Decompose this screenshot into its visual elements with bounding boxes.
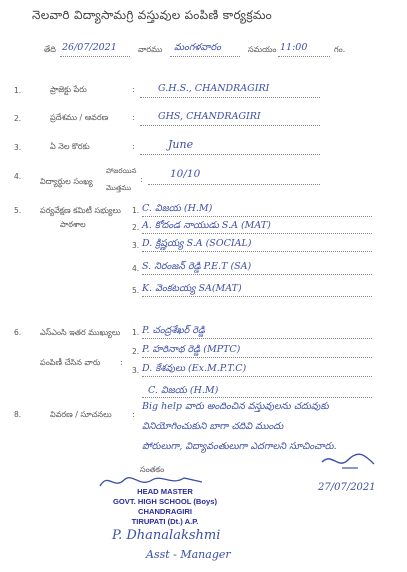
field-3-number: 3. — [14, 143, 22, 152]
colon: : — [132, 85, 135, 94]
field-8-number: 8. — [14, 410, 22, 419]
signature-caption: సంతకం — [140, 465, 165, 474]
stamp-line-2: GOVT. HIGH SCHOOL (Boys) — [112, 497, 218, 506]
remarks-label: వివరణ / సూచనలు — [50, 410, 112, 419]
member-number: 2. — [132, 347, 140, 356]
weekday-label: వారము — [138, 45, 163, 54]
committee-label: పర్యవేక్షణ కమిటీ సభ్యులు — [40, 206, 121, 215]
committee-member: S. నిరంజన్ రెడ్డి P.E.T (SA) — [142, 261, 252, 272]
others-label: ఎస్‌ఎంసి ఇతర ముఖ్యులు — [40, 328, 121, 337]
member-number: 3. — [132, 366, 140, 375]
field-1-number: 1. — [14, 86, 22, 95]
attended-label: హాజరయిన — [106, 167, 137, 175]
smc-member: P. చంద్రశేఖర్ రెడ్డి — [142, 325, 205, 336]
member-number: 5. — [132, 286, 140, 295]
asst-manager-role: Asst - Manager — [146, 548, 231, 561]
location-value: GHS, CHANDRAGIRI — [158, 111, 261, 122]
total-label: మొత్తము — [106, 184, 132, 192]
stamp-line-4: TIRUPATI (Dt.) A.P. — [131, 517, 199, 526]
member-number: 1. — [132, 328, 140, 337]
time-value: 11:00 — [280, 42, 308, 53]
field-5-number: 5. — [14, 206, 22, 215]
colon: : — [140, 175, 143, 184]
colon: : — [120, 358, 123, 367]
time-unit: గం. — [334, 45, 346, 54]
remarks-line-1: Big help వారు అందించిన వస్తువులను చదువుకు — [142, 401, 329, 412]
smc-member: P. హరినాథ రెడ్డి (MPTC) — [142, 344, 241, 355]
committee-member: C. విజయ (H.M) — [142, 203, 213, 214]
committee-sublabel: పాఠశాల — [60, 220, 86, 229]
member-number: 3. — [132, 241, 140, 250]
colon: : — [132, 410, 135, 419]
field-4-label: విద్యార్థుల సంఖ్య — [40, 177, 93, 186]
remarks-line-2: వినియోగించుకుని బాగా చదివి ముందు — [142, 421, 284, 432]
date-label: తేది — [44, 45, 56, 54]
member-number: 2. — [132, 223, 140, 232]
member-number: 4. — [132, 264, 140, 273]
project-name-value: G.H.S., CHANDRAGIRI — [158, 83, 270, 94]
committee-member: A. కోదండ నాయుడు S.A (MAT) — [142, 220, 271, 231]
month-value: June — [168, 138, 194, 151]
committee-member: K. వెంకటయ్య SA(MAT) — [142, 283, 242, 294]
field-4-number: 4. — [14, 172, 22, 181]
field-1-label: ప్రాజెక్టు పేరు — [50, 85, 87, 94]
smc-member: D. కేశవులు (Ex.M.P.T.C) — [142, 363, 247, 374]
stamp-line-3: CHANDRAGIRI — [138, 507, 192, 516]
weekday-value: మంగళవారం — [174, 42, 221, 53]
stamp-line-1: HEAD MASTER — [137, 487, 193, 496]
time-label: సమయం — [248, 45, 277, 54]
colon: : — [132, 113, 135, 122]
field-6-number: 6. — [14, 328, 22, 337]
form-title: నెలవారి విద్యాసామగ్రి వస్తువుల పంపిణి కార్యక్రమం — [32, 8, 272, 22]
students-value: 10/10 — [170, 168, 201, 180]
field-2-label: ప్రదేశము / ఆవరణ — [50, 113, 109, 122]
field-3-label: ఏ నెల కొరకు — [50, 142, 90, 151]
date-value: 26/07/2021 — [62, 42, 117, 53]
colon: : — [132, 142, 135, 151]
member-number: 1. — [132, 206, 140, 215]
remarks-line-3: పోరులుగా, విద్యావంతులుగా ఎదగాలని సూచించారు. — [142, 441, 337, 452]
committee-member: D. క్రిష్ణయ్య S.A (SOCIAL) — [142, 238, 252, 249]
field-2-number: 2. — [14, 114, 22, 123]
distributor-label: పంపిణీ చేసిన వారు — [40, 358, 101, 367]
signature-scribble-right — [318, 448, 378, 474]
distributor-value: C. విజయ (H.M) — [148, 385, 219, 396]
signature-date: 27/07/2021 — [318, 482, 376, 493]
asst-manager-name: P. Dhanalakshmi — [112, 528, 221, 543]
